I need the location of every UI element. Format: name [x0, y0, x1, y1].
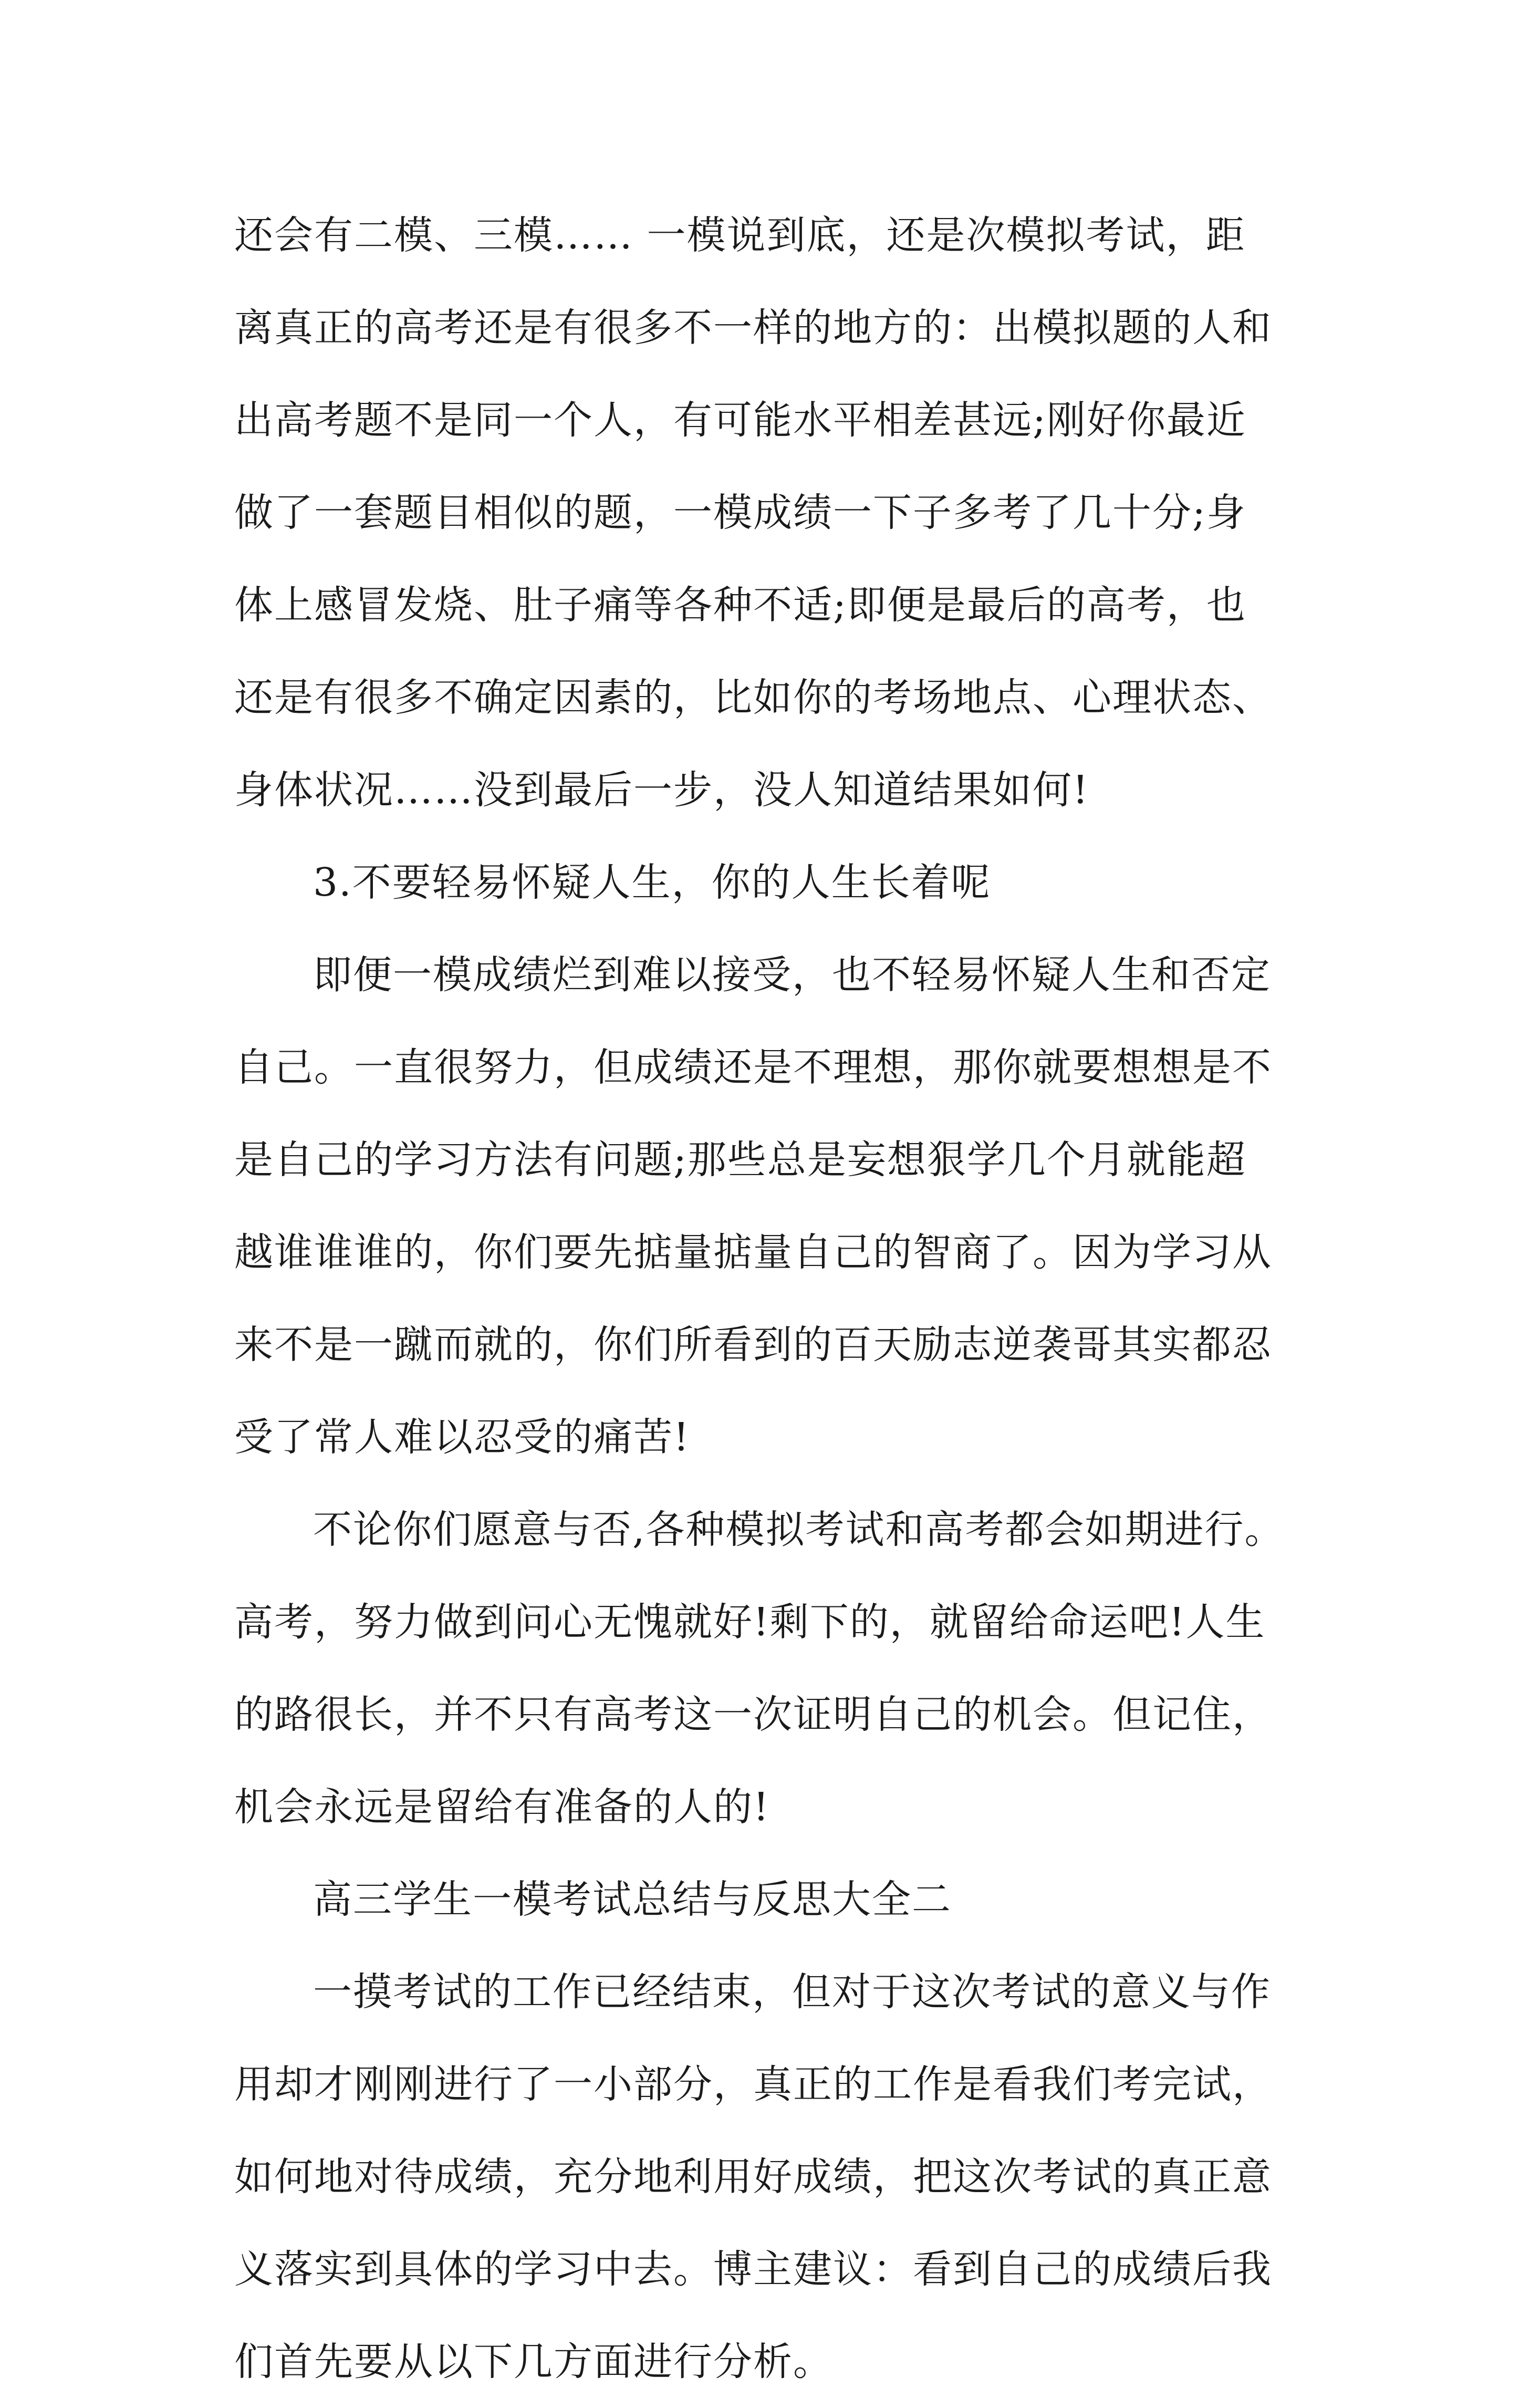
- paragraph-line: 离真正的高考还是有很多不一样的地方的：出模拟题的人和: [234, 305, 1272, 350]
- paragraph-line: 不论你们愿意与否,各种模拟考试和高考都会如期进行。: [313, 1507, 1285, 1552]
- paragraph-line: 体上感冒发烧、肚子痛等各种不适;即便是最后的高考，也: [234, 583, 1246, 628]
- paragraph-line: 受了常人难以忍受的痛苦!: [234, 1415, 690, 1460]
- paragraph-line: 是自己的学习方法有问题;那些总是妄想狠学几个月就能超: [234, 1137, 1246, 1182]
- paragraph-line: 做了一套题目相似的题，一模成绩一下子多考了几十分;身: [234, 490, 1246, 535]
- paragraph-line: 即便一模成绩烂到难以接受，也不轻易怀疑人生和否定: [313, 952, 1271, 998]
- paragraph-line: 出高考题不是同一个人，有可能水平相差甚远;刚好你最近: [234, 398, 1246, 443]
- paragraph-line: 身体状况……没到最后一步，没人知道结果如何!: [234, 767, 1089, 813]
- paragraph-line: 机会永远是留给有准备的人的!: [234, 1784, 770, 1830]
- paragraph-line: 一摸考试的工作已经结束，但对于这次考试的意义与作: [313, 1969, 1271, 2015]
- document-body: [234, 189, 1306, 2408]
- paragraph-line: 高考，努力做到问心无愧就好!剩下的，就留给命运吧!人生: [234, 1600, 1266, 1645]
- paragraph-line: 的路很长，并不只有高考这一次证明自己的机会。但记住，: [234, 1692, 1272, 1737]
- paragraph-line: 们首先要从以下几方面进行分析。: [234, 2339, 833, 2384]
- paragraph-line: 自己。一直很努力，但成绩还是不理想，那你就要想想是不: [234, 1045, 1272, 1090]
- paragraph-line: 用却才刚刚进行了一小部分，真正的工作是看我们考完试，: [234, 2062, 1272, 2107]
- paragraph-line: 如何地对待成绩，充分地利用好成绩，把这次考试的真正意: [234, 2154, 1272, 2199]
- paragraph-line: 还是有很多不确定因素的，比如你的考场地点、心理状态、: [234, 675, 1272, 720]
- paragraph-line: 越谁谁谁的，你们要先掂量掂量自己的智商了。因为学习从: [234, 1230, 1272, 1275]
- paragraph-line: 义落实到具体的学习中去。博主建议：看到自己的成绩后我: [234, 2247, 1272, 2292]
- section-heading: 3.不要轻易怀疑人生，你的人生长着呢: [313, 860, 991, 905]
- paragraph-line: 来不是一蹴而就的，你们所看到的百天励志逆袭哥其实都忍: [234, 1322, 1272, 1367]
- paragraph-line: 还会有二模、三模…… 一模说到底，还是次模拟考试，距: [234, 213, 1246, 258]
- section-heading: 高三学生一模考试总结与反思大全二: [313, 1877, 952, 1922]
